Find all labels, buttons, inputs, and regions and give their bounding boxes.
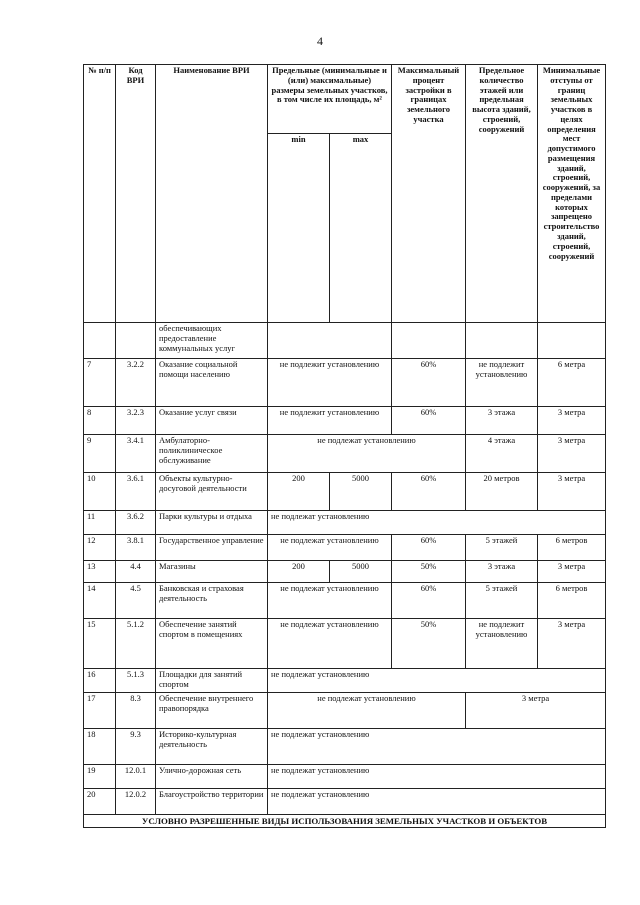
header-name: Наименование ВРИ: [156, 65, 268, 323]
cell-area-pct: не подлежат установлению: [268, 435, 466, 473]
cell-max: 5000: [330, 561, 392, 583]
cell-code: 12.0.1: [116, 765, 156, 789]
cell-pct: 60%: [392, 407, 466, 435]
header-setback: Минимальные отступы от границ земельных участков в целях определения мест допустимого размещения зданий, строений, сооружений, за пределами которых запрещено строительство зданий, строений, сооружений: [538, 65, 606, 323]
cell-pct: 60%: [392, 535, 466, 561]
cell-num: 19: [84, 765, 116, 789]
cell-num: 11: [84, 511, 116, 535]
header-code: Код ВРИ: [116, 65, 156, 323]
cell-all-params: не подлежат установлению: [268, 765, 606, 789]
cell-num: 8: [84, 407, 116, 435]
cell-code: 3.2.3: [116, 407, 156, 435]
header-build-pct: Максимальный процент застройки в границах земельного участка: [392, 65, 466, 323]
table-row: [84, 729, 606, 765]
table-row: [84, 473, 606, 511]
cell-code: 3.6.1: [116, 473, 156, 511]
table-row: [84, 407, 606, 435]
cell-floors: 20 метров: [466, 473, 538, 511]
cell-pct: 60%: [392, 583, 466, 619]
cell-floors: не подлежит установлению: [466, 359, 538, 407]
cell-code: 3.8.1: [116, 535, 156, 561]
cell-num: 10: [84, 473, 116, 511]
cell-name: Благоустройство территории: [156, 789, 268, 815]
cell-pct: 50%: [392, 619, 466, 669]
cell-num: 17: [84, 693, 116, 729]
cell-area: не подлежат установлению: [268, 535, 392, 561]
cell-min: 200: [268, 473, 330, 511]
cell-name: Обеспечение занятий спортом в помещениях: [156, 619, 268, 669]
cell-floors: 3 этажа: [466, 407, 538, 435]
cell-code: 3.2.2: [116, 359, 156, 407]
header-min: min: [268, 134, 330, 323]
cell-max: 5000: [330, 473, 392, 511]
section-title: УСЛОВНО РАЗРЕШЕННЫЕ ВИДЫ ИСПОЛЬЗОВАНИЯ ЗЕМЕЛЬНЫХ УЧАСТКОВ И ОБЪЕКТОВ: [84, 815, 606, 828]
cell-floors: 5 этажей: [466, 583, 538, 619]
cell-num: 12: [84, 535, 116, 561]
cell-code: 9.3: [116, 729, 156, 765]
cell-area: не подлежат установлению: [268, 583, 392, 619]
cell-name: Государственное управление: [156, 535, 268, 561]
cell-all-params: не подлежат установлению: [268, 729, 606, 765]
cell-num: 18: [84, 729, 116, 765]
cell-floors: 4 этажа: [466, 435, 538, 473]
cell-pct: 60%: [392, 359, 466, 407]
table-row: [84, 669, 606, 693]
continuation-row: [84, 323, 606, 359]
table-row: [84, 511, 606, 535]
cell-setback: 3 метра: [466, 693, 606, 729]
table-row: [84, 561, 606, 583]
table-body: [84, 323, 606, 815]
header-area-group: Предельные (минимальные и (или) максимальные) размеры земельных участков, в том числе их площадь, м²: [268, 65, 392, 134]
cell-min: 200: [268, 561, 330, 583]
header-max: max: [330, 134, 392, 323]
cell-code: [116, 323, 156, 359]
cell-code: 8.3: [116, 693, 156, 729]
cell-setback: 3 метра: [538, 473, 606, 511]
cell-pct: 60%: [392, 473, 466, 511]
cell-num: 9: [84, 435, 116, 473]
cell-area-pct: не подлежат установлению: [268, 693, 466, 729]
cell-num: 13: [84, 561, 116, 583]
cell-name: Банковская и страховая деятельность: [156, 583, 268, 619]
cell-name: Объекты культурно-досуговой деятельности: [156, 473, 268, 511]
table-row: [84, 693, 606, 729]
cell-name: Площадки для занятий спортом: [156, 669, 268, 693]
cell-code: 12.0.2: [116, 789, 156, 815]
cell-area: не подлежит установлению: [268, 359, 392, 407]
cell-code: 3.4.1: [116, 435, 156, 473]
cell-name: Историко-культурная деятельность: [156, 729, 268, 765]
cell-setback: 3 метра: [538, 407, 606, 435]
cell-floors: 3 этажа: [466, 561, 538, 583]
cell-num: 14: [84, 583, 116, 619]
table-row: [84, 435, 606, 473]
cell-name: Амбулаторно-поликлиническое обслуживание: [156, 435, 268, 473]
cell-floors: 5 этажей: [466, 535, 538, 561]
header-num: № п/п: [84, 65, 116, 323]
cell-setback: 6 метра: [538, 359, 606, 407]
cell-num: 20: [84, 789, 116, 815]
cell-floors: не подлежит установлению: [466, 619, 538, 669]
cell-setback: 6 метров: [538, 583, 606, 619]
cell-setback: 3 метра: [538, 561, 606, 583]
page-number: 4: [317, 34, 323, 48]
cell-name: Магазины: [156, 561, 268, 583]
cell-setback: [538, 323, 606, 359]
cell-name: обеспечивающих предоставление коммунальных услуг: [156, 323, 268, 359]
cell-code: 5.1.2: [116, 619, 156, 669]
cell-code: 5.1.3: [116, 669, 156, 693]
cell-area: не подлежат установлению: [268, 619, 392, 669]
cell-num: 16: [84, 669, 116, 693]
cell-all-params: не подлежат установлению: [268, 789, 606, 815]
cell-area: [268, 323, 392, 359]
cell-name: Оказание социальной помощи населению: [156, 359, 268, 407]
table-row: [84, 583, 606, 619]
cell-name: Улично-дорожная сеть: [156, 765, 268, 789]
table-row: [84, 789, 606, 815]
table-row: [84, 535, 606, 561]
cell-code: 4.4: [116, 561, 156, 583]
cell-all-params: не подлежат установлению: [268, 511, 606, 535]
cell-pct: [392, 323, 466, 359]
cell-num: 7: [84, 359, 116, 407]
cell-name: Оказание услуг связи: [156, 407, 268, 435]
cell-setback: 6 метров: [538, 535, 606, 561]
cell-name: Обеспечение внутреннего правопорядка: [156, 693, 268, 729]
cell-pct: 50%: [392, 561, 466, 583]
cell-floors: [466, 323, 538, 359]
cell-setback: 3 метра: [538, 435, 606, 473]
table-row: [84, 359, 606, 407]
table-row: [84, 619, 606, 669]
cell-area: не подлежит установлению: [268, 407, 392, 435]
cell-all-params: не подлежат установлению: [268, 669, 606, 693]
cell-code: 3.6.2: [116, 511, 156, 535]
cell-num: 15: [84, 619, 116, 669]
table-row: [84, 765, 606, 789]
cell-name: Парки культуры и отдыха: [156, 511, 268, 535]
cell-setback: 3 метра: [538, 619, 606, 669]
cell-num: [84, 323, 116, 359]
land-use-table: [83, 64, 606, 828]
header-floors: Предельное количество этажей или предельная высота зданий, строений, сооружений: [466, 65, 538, 323]
cell-code: 4.5: [116, 583, 156, 619]
